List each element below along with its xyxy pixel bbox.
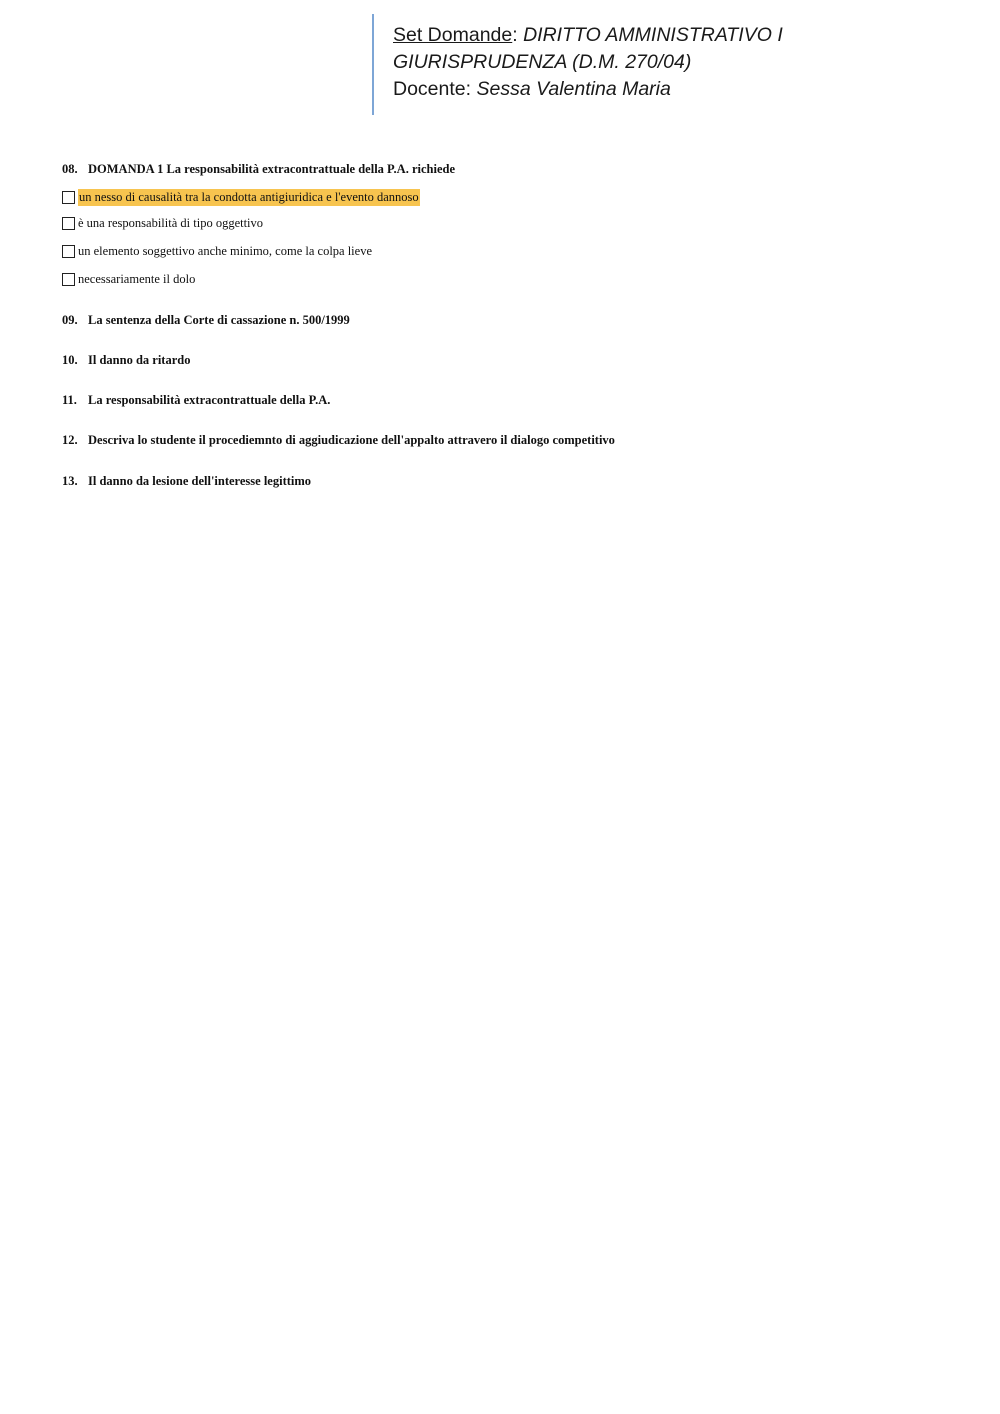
answer-option-4[interactable]	[62, 272, 195, 287]
answer-text: necessariamente il dolo	[78, 272, 196, 286]
question-text: Il danno da lesione dell'interesse legittimo	[88, 474, 312, 488]
subject-line-2: GIURISPRUDENZA (D.M. 270/04)	[393, 51, 692, 73]
answer-checkbox[interactable]	[62, 245, 75, 258]
header-teacher-line	[393, 76, 932, 103]
answer-checkbox[interactable]	[62, 191, 75, 204]
question-text: Descriva lo studente il procediemnto di aggiudicazione dell'appalto attravero il dialogo competitivo	[88, 433, 615, 447]
answer-text: un nesso di causalità tra la condotta antigiuridica e l'evento dannoso	[79, 190, 419, 204]
question-number: 12.	[62, 433, 78, 447]
header-line-1	[393, 22, 932, 49]
question-text: La responsabilità extracontrattuale della P.A.	[88, 393, 331, 407]
set-separator: :	[512, 24, 524, 46]
question-number: 08.	[62, 162, 78, 176]
answer-text: un elemento soggettivo anche minimo, come la colpa lieve	[78, 244, 373, 258]
question-number: 10.	[62, 353, 78, 367]
answer-option-1[interactable]	[62, 189, 420, 206]
answer-option-2[interactable]	[62, 216, 263, 231]
question-09	[62, 313, 350, 328]
teacher-label: Docente:	[393, 78, 477, 100]
answer-checkbox[interactable]	[62, 273, 75, 286]
question-13	[62, 474, 311, 489]
document-header	[372, 14, 932, 115]
question-12	[62, 433, 615, 448]
question-number: 11.	[62, 393, 77, 407]
teacher-name: Sessa Valentina Maria	[476, 78, 671, 100]
set-label: Set Domande	[393, 24, 513, 46]
subject-line-1: DIRITTO AMMINISTRATIVO I	[523, 24, 783, 46]
answer-checkbox[interactable]	[62, 217, 75, 230]
question-11	[62, 393, 330, 408]
question-number: 13.	[62, 474, 78, 488]
question-08	[62, 162, 455, 177]
answer-text: è una responsabilità di tipo oggettivo	[78, 216, 264, 230]
answer-option-3[interactable]	[62, 244, 372, 259]
question-text: DOMANDA 1 La responsabilità extracontrattuale della P.A. richiede	[88, 162, 455, 176]
question-10	[62, 353, 190, 368]
question-text: La sentenza della Corte di cassazione n. 500/1999	[88, 313, 350, 327]
question-text: Il danno da ritardo	[88, 353, 191, 367]
question-number: 09.	[62, 313, 78, 327]
